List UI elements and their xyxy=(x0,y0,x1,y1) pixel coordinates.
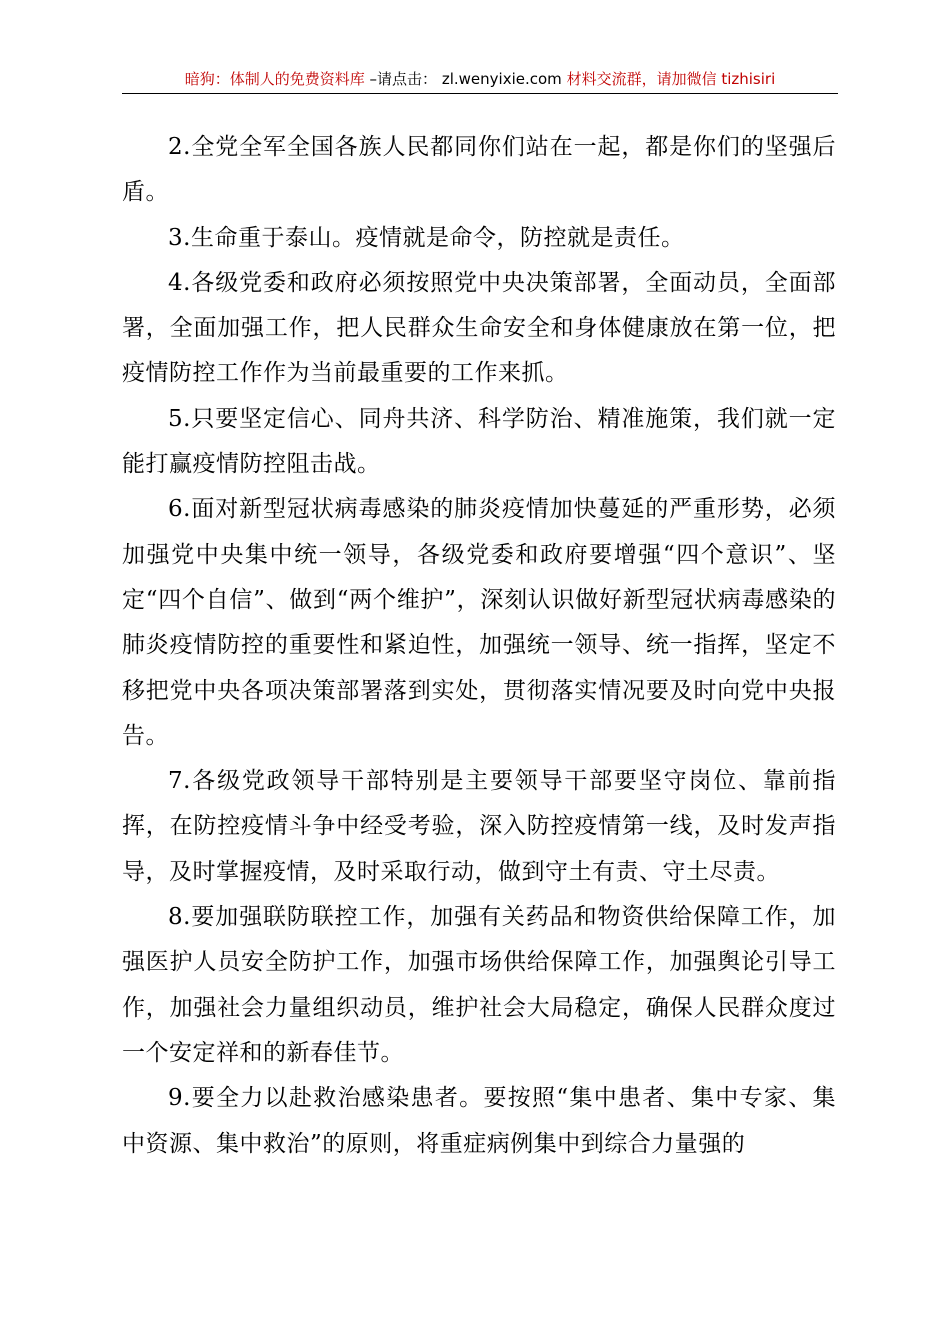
header-divider xyxy=(122,93,838,94)
paragraph-4: 4.各级党委和政府必须按照党中央决策部署，全面动员，全面部署，全面加强工作，把人民群众生命安全和身体健康放在第一位，把疫情防控工作作为当前最重要的工作来抓。 xyxy=(122,269,836,387)
paragraph-6: 6.面对新型冠状病毒感染的肺炎疫情加快蔓延的严重形势，必须加强党中央集中统一领导，各级党委和政府要增强“四个意识”、坚定“四个自信”、做到“两个维护”，深刻认识做好新型冠状病毒感染的肺炎疫情防控的重要性和紧迫性，加强统一领导、统一指挥，坚定不移把党中央各项决策部署落到实处，贯彻落实情况要及时向党中央报告。 xyxy=(122,496,836,749)
header-site-label: 暗狗：体制人的免费资料库 xyxy=(184,70,365,88)
paragraph-8: 8.要加强联防联控工作，加强有关药品和物资供给保障工作，加强医护人员安全防护工作，加强市场供给保障工作，加强舆论引导工作，加强社会力量组织动员，维护社会大局稳定，确保人民群众度过一个安定祥和的新春佳节。 xyxy=(122,904,836,1066)
document-body xyxy=(122,125,836,1167)
header-url-link[interactable]: zl.wenyixie.com xyxy=(441,70,562,88)
header-group-label: 材料交流群，请加微信 tizhisiri xyxy=(566,70,776,88)
paragraph-7: 7.各级党政领导干部特别是主要领导干部要坚守岗位、靠前指挥，在防控疫情斗争中经受考验，深入防控疫情第一线，及时发声指导，及时掌握疫情，及时采取行动，做到守土有责、守土尽责。 xyxy=(122,768,836,885)
paragraph-5: 5.只要坚定信心、同舟共济、科学防治、精准施策，我们就一定能打赢疫情防控阻击战。 xyxy=(122,405,836,478)
paragraph-3: 3.生命重于泰山。疫情就是命令，防控就是责任。 xyxy=(168,224,685,251)
paragraph-9: 9.要全力以赴救治感染患者。要按照“集中患者、集中专家、集中资源、集中救治”的原则，将重症病例集中到综合力量强的 xyxy=(122,1085,836,1157)
paragraph-2: 2.全党全军全国各族人民都同你们站在一起，都是你们的坚强后盾。 xyxy=(122,134,836,206)
header-click-label: –请点击： xyxy=(369,70,438,88)
page-header xyxy=(122,68,838,90)
